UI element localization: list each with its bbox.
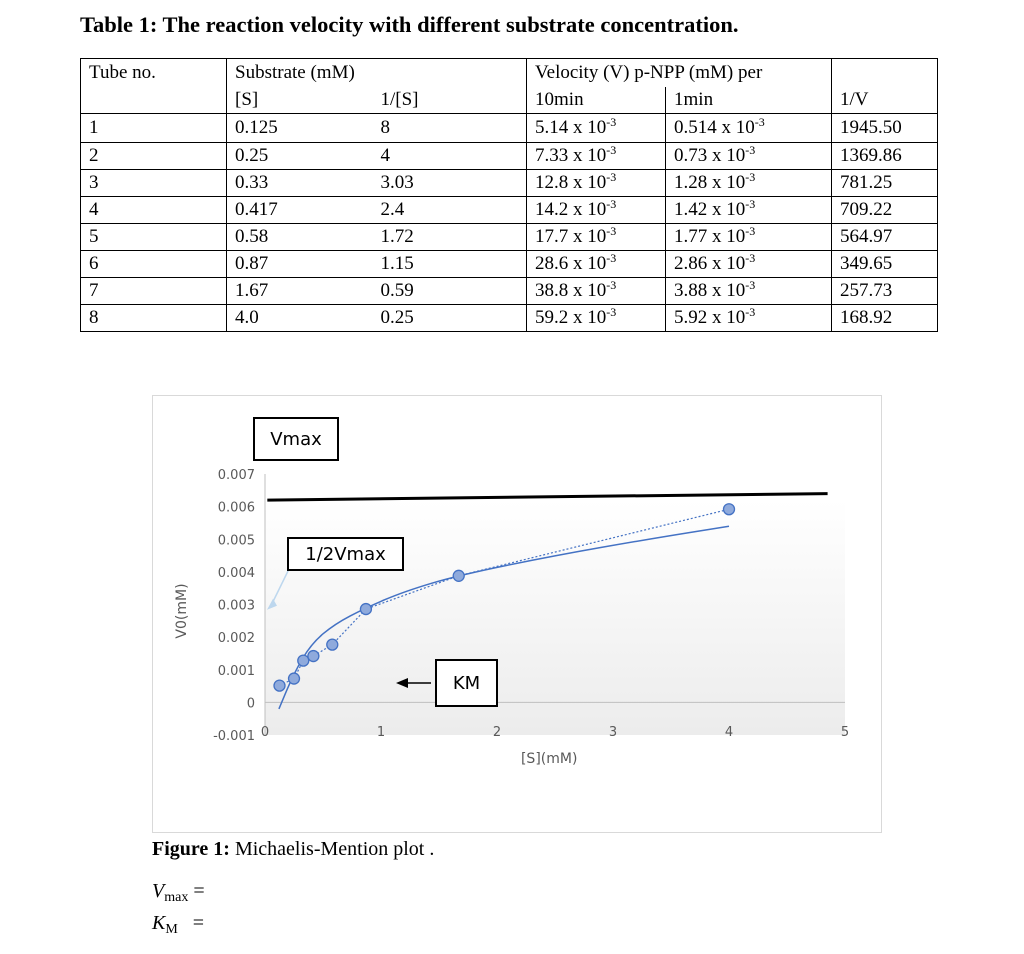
- caption-text: Michaelis-Mention plot .: [229, 838, 435, 860]
- table-row: [81, 251, 938, 278]
- cell-velocity-10min: 14.2 x $10^{-3}$: [527, 197, 666, 224]
- cell-substrate: 1.67: [227, 278, 373, 305]
- caption-bold: Figure 1:: [152, 838, 230, 860]
- cell-substrate: 0.417: [227, 197, 373, 224]
- table-row: [81, 305, 938, 332]
- cell-substrate: 4.0: [227, 305, 373, 332]
- vmax-symbol: V: [152, 880, 165, 902]
- header-empty: [832, 59, 938, 88]
- vmax-equals: =: [193, 880, 205, 902]
- cell-velocity-1min: 1.77 x $10^{-3}$: [666, 224, 832, 251]
- cell-inv-velocity: 168.92: [832, 305, 938, 332]
- cell-inv-substrate: 1.72: [373, 224, 527, 251]
- cell-tube: 6: [81, 251, 227, 278]
- table-row: [81, 143, 938, 170]
- cell-substrate: 0.25: [227, 143, 373, 170]
- km-equals: =: [192, 912, 205, 934]
- table-subheader-row: [81, 87, 938, 114]
- results-table: [80, 58, 938, 332]
- cell-substrate: 0.33: [227, 170, 373, 197]
- y-tick-label: -0.001: [213, 729, 255, 744]
- x-tick-label: 5: [840, 725, 850, 740]
- cell-velocity-1min: 0.514 x $10^{-3}$: [666, 114, 832, 143]
- table-row: [81, 278, 938, 305]
- cell-substrate: 0.125: [227, 114, 373, 143]
- plot-area: [265, 500, 845, 735]
- vmax-equation: [152, 880, 205, 906]
- cell-inv-substrate: 0.59: [373, 278, 527, 305]
- exponent: -3: [745, 197, 756, 211]
- exponent: -3: [606, 278, 617, 292]
- x-tick-label: 2: [492, 725, 502, 740]
- data-point: [274, 680, 285, 691]
- cell-inv-velocity: 709.22: [832, 197, 938, 224]
- exponent: -3: [606, 143, 617, 157]
- y-tick-label: 0.004: [217, 565, 255, 581]
- exponent: -3: [745, 224, 756, 238]
- y-tick-label: 0.007: [217, 468, 255, 483]
- cell-inv-substrate: 0.25: [373, 305, 527, 332]
- x-axis-title: [S](mM): [520, 751, 578, 767]
- km-subscript: M: [165, 922, 178, 937]
- exponent: -3: [606, 115, 617, 129]
- exponent: -3: [606, 305, 617, 319]
- exponent: -3: [606, 224, 617, 238]
- table-body: [81, 114, 938, 332]
- cell-inv-substrate: 3.03: [373, 170, 527, 197]
- half-vmax-label-box: 1/2Vmax: [287, 537, 404, 571]
- cell-inv-substrate: 1.15: [373, 251, 527, 278]
- cell-velocity-1min: 1.42 x $10^{-3}$: [666, 197, 832, 224]
- subheader-v1: 1min: [666, 87, 832, 114]
- exponent: -3: [745, 170, 756, 184]
- y-tick-label: 0.003: [217, 598, 255, 614]
- exponent: -3: [745, 143, 756, 157]
- cell-velocity-10min: 5.14 x $10^{-3}$: [527, 114, 666, 143]
- x-tick-label: 0: [260, 725, 270, 740]
- cell-inv-velocity: 564.97: [832, 224, 938, 251]
- x-tick-label: 1: [376, 725, 386, 740]
- cell-velocity-10min: 7.33 x $10^{-3}$: [527, 143, 666, 170]
- exponent: -3: [606, 197, 617, 211]
- cell-tube: 7: [81, 278, 227, 305]
- cell-tube: 1: [81, 114, 227, 143]
- exponent: -3: [745, 251, 756, 265]
- exponent: -3: [754, 115, 765, 129]
- cell-tube: 2: [81, 143, 227, 170]
- exponent: -3: [606, 251, 617, 265]
- x-tick-label: 4: [724, 725, 734, 740]
- data-point: [453, 570, 464, 581]
- cell-velocity-10min: 17.7 x $10^{-3}$: [527, 224, 666, 251]
- exponent: -3: [745, 278, 756, 292]
- subheader-inv-v: 1/V: [832, 87, 938, 114]
- cell-velocity-10min: 59.2 x $10^{-3}$: [527, 305, 666, 332]
- data-point: [289, 673, 300, 684]
- cell-velocity-1min: 2.86 x $10^{-3}$: [666, 251, 832, 278]
- header-tube: Tube no.: [81, 59, 227, 88]
- cell-inv-velocity: 1369.86: [832, 143, 938, 170]
- data-point: [724, 504, 735, 515]
- subheader-s: [S]: [227, 87, 373, 114]
- y-tick-label: 0.005: [217, 533, 255, 549]
- table-row: [81, 114, 938, 143]
- cell-inv-substrate: 2.4: [373, 197, 527, 224]
- cell-velocity-1min: 3.88 x $10^{-3}$: [666, 278, 832, 305]
- header-velocity: Velocity (V) p-NPP (mM) per: [527, 59, 832, 88]
- cell-inv-velocity: 781.25: [832, 170, 938, 197]
- subheader-empty: [81, 87, 227, 114]
- exponent: -3: [745, 305, 756, 319]
- subheader-v10: 10min: [527, 87, 666, 114]
- y-tick-label: 0.002: [217, 631, 255, 647]
- cell-tube: 4: [81, 197, 227, 224]
- cell-velocity-10min: 12.8 x $10^{-3}$: [527, 170, 666, 197]
- table-title: Table 1: The reaction velocity with different substrate concentration.: [80, 12, 739, 37]
- cell-tube: 3: [81, 170, 227, 197]
- cell-substrate: 0.58: [227, 224, 373, 251]
- cell-inv-substrate: 4: [373, 143, 527, 170]
- data-point: [327, 639, 338, 650]
- vmax-line: [267, 494, 827, 501]
- vmax-label-box: Vmax: [253, 417, 339, 461]
- cell-velocity-10min: 28.6 x $10^{-3}$: [527, 251, 666, 278]
- data-point: [360, 604, 371, 615]
- table-row: [81, 224, 938, 251]
- cell-velocity-1min: 0.73 x $10^{-3}$: [666, 143, 832, 170]
- km-label-box: KM: [435, 659, 498, 707]
- cell-substrate: 0.87: [227, 251, 373, 278]
- header-substrate: Substrate (mM): [227, 59, 527, 88]
- y-tick-label: 0.006: [217, 500, 255, 516]
- cell-tube: 8: [81, 305, 227, 332]
- km-equation: [152, 912, 204, 938]
- y-tick-label: 0.001: [217, 663, 255, 679]
- figure-caption: [152, 838, 434, 861]
- data-point: [308, 651, 319, 662]
- table-row: [81, 170, 938, 197]
- cell-inv-velocity: 257.73: [832, 278, 938, 305]
- table-row: [81, 197, 938, 224]
- cell-velocity-1min: 1.28 x $10^{-3}$: [666, 170, 832, 197]
- cell-inv-substrate: 8: [373, 114, 527, 143]
- cell-inv-velocity: 1945.50: [832, 114, 938, 143]
- x-tick-label: 3: [608, 725, 618, 740]
- cell-velocity-10min: 38.8 x $10^{-3}$: [527, 278, 666, 305]
- y-axis-title: V0(mM): [174, 583, 190, 639]
- data-point: [298, 655, 309, 666]
- cell-tube: 5: [81, 224, 227, 251]
- cell-velocity-1min: 5.92 x $10^{-3}$: [666, 305, 832, 332]
- table-header-row: [81, 59, 938, 88]
- km-symbol: K: [152, 912, 166, 934]
- y-tick-label: 0: [246, 696, 255, 712]
- cell-inv-velocity: 349.65: [832, 251, 938, 278]
- exponent: -3: [606, 170, 617, 184]
- vmax-subscript: max: [164, 890, 189, 905]
- subheader-inv-s: 1/[S]: [373, 87, 527, 114]
